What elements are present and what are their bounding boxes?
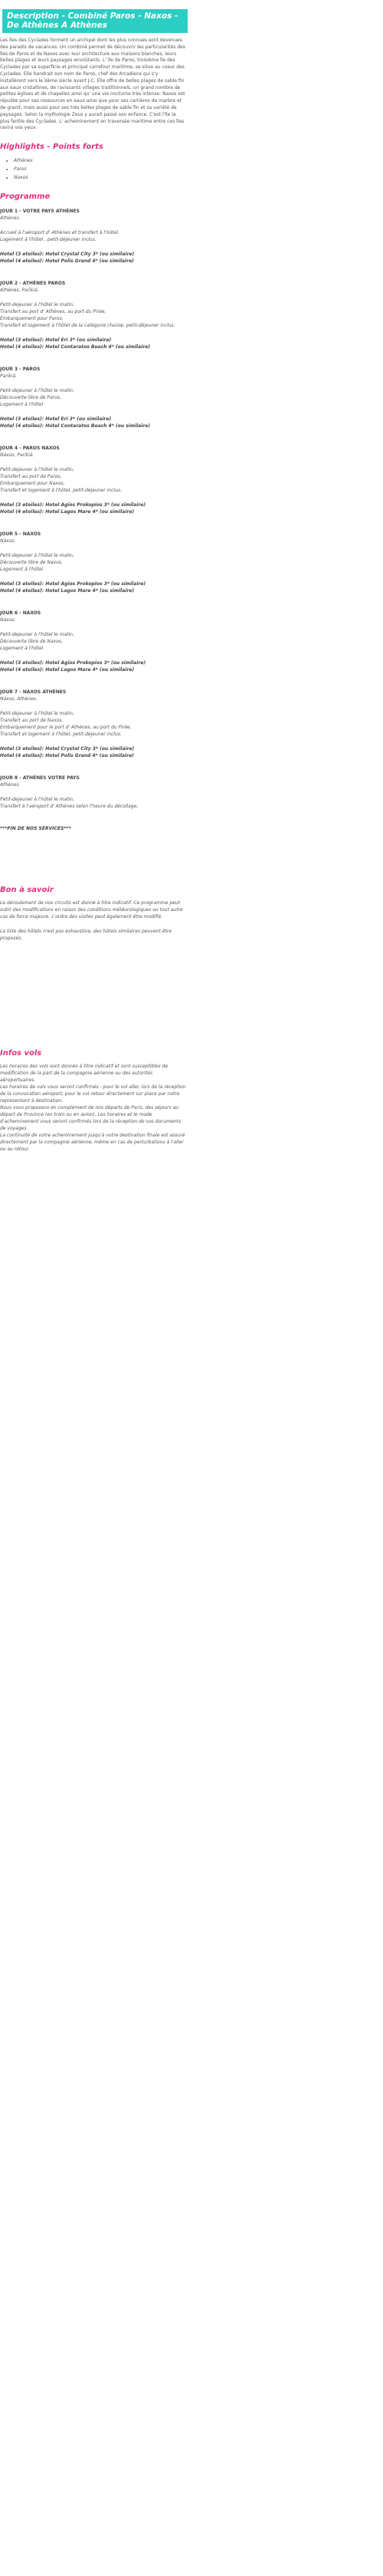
hotel-line: Hotel (3 etoiles): Hotel Crystal City 3* (ou similaire): [0, 746, 135, 752]
description-header: [2, 9, 188, 33]
programme-day: [0, 531, 188, 594]
day-hotels: [0, 745, 188, 759]
day-hotels: [0, 502, 188, 515]
highlight-item: • Athènes: [14, 156, 188, 165]
hotel-line: Hotel (4 etoiles): Hotel Polis Grand 4* (ou similaire): [0, 258, 134, 265]
highlights-title: Highlights - Points forts: [0, 143, 103, 152]
hotel-line: Hotel (3 etoiles): Hotel Eri 3* (ou similaire): [0, 416, 112, 423]
day-activity-line: Transfert au port de Paros,: [0, 474, 62, 480]
hotel-line: Hotel (3 etoiles): Hotel Agios Prokopios 3* (ou similaire): [0, 660, 146, 666]
day-activity-line: Découverte libre de Paros,: [0, 395, 61, 401]
hotel-line: Hotel (4 etoiles): Hotel Contaratos Beach 4* (ou similaire): [0, 423, 150, 429]
programme-day: [0, 610, 188, 673]
hotel-line: Hotel (3 etoiles): Hotel Agios Prokopios 3* (ou similaire): [0, 581, 146, 587]
day-title: JOUR 2 - ATHÈNES PAROS: [0, 281, 66, 287]
day-places: Náxos, Parikiá.: [0, 452, 34, 459]
bon-a-savoir-title: Bon à savoir: [0, 886, 54, 895]
day-title: JOUR 6 - NAXOS: [0, 610, 41, 617]
day-title: JOUR 1 - VOTRE PAYS ATHÈNES: [0, 209, 80, 215]
day-title: JOUR 4 - PAROS NAXOS: [0, 446, 60, 452]
bon-a-savoir-paragraph: Le déroulement de nos circuits est donné à titre indicatif. Ce programme peut subir des modifications en raison des conditions météorologiques ou tout autre cas de force majeure. L'ordre des visites peut également être modifié.: [0, 900, 183, 920]
day-activity-line: Embarquement pour le port d' Athènes, au port du Pirée,: [0, 725, 132, 731]
day-activity-line: Transfert au port de Naxos,: [0, 718, 64, 724]
day-places: Náxos.: [0, 538, 16, 544]
day-activity-line: Embarquement pour Naxos,: [0, 481, 65, 487]
day-activity-line: Petit-dejeuner à l'hôtel le matin,: [0, 467, 74, 473]
day-title: JOUR 5 - NAXOS: [0, 531, 41, 538]
day-activity-line: Transfert et logement à l'hôtel, petit-déjeuner inclus.: [0, 488, 122, 494]
programme-day: [0, 280, 188, 350]
day-activities: [0, 631, 188, 652]
page: [0, 0, 188, 1153]
day-hotels: [0, 251, 188, 265]
day-activity-line: Petit-dejeuner à l'hôtel le matin,: [0, 797, 74, 803]
day-activity-line: Transfert au port d' Athènes, au port du Pirée,: [0, 309, 106, 315]
day-activities: [0, 466, 188, 494]
hotel-line: Hotel (4 etoiles): Hotel Lagos Mare 4* (ou similaire): [0, 588, 135, 594]
day-title: JOUR 7 - NAXOS ATHÈNES: [0, 689, 67, 696]
day-activities: [0, 796, 188, 810]
infos-vols-line: Les horaires de vols vous seront confirmés : pour le vol aller, lors de la réception de la convocation aéroport, pour le vol retour directement sur place par notre représentant à destination.: [0, 1084, 186, 1104]
programme-day: [0, 775, 188, 810]
day-places: Athènes.: [0, 782, 21, 788]
highlight-item: • Paros: [14, 165, 188, 173]
day-activity-line: Petit-dejeuner à l'hôtel le matin,: [0, 302, 74, 308]
day-activity-line: Découverte libre de Naxos,: [0, 560, 63, 566]
programme-day: [0, 366, 188, 429]
highlight-item: • Naxos: [14, 173, 188, 182]
day-hotels: [0, 337, 188, 350]
bon-a-savoir-paragraph: La liste des hôtels n'est pas exhaustive, des hôtels similaires peuvent être proposés.: [0, 929, 172, 942]
infos-vols-line: Les horaires des vols sont donnés à titre indicatif et sont susceptibles de modification de la part de la compagnie aérienne ou des autorités aéroportuaires.: [0, 1064, 169, 1084]
programme-day: [0, 208, 188, 265]
day-hotels: [0, 416, 188, 429]
hotel-line: Hotel (4 etoiles): Hotel Lagos Mare 4* (ou similaire): [0, 509, 135, 515]
infos-vols-title: Infos vols: [0, 1049, 42, 1058]
day-activity-line: Transfert et logement à l'hôtel de la catégorie choisie, petit-déjeuner inclus.: [0, 323, 175, 329]
programme-day: [0, 689, 188, 759]
programme-day: [0, 445, 188, 515]
day-activity-line: Petit-dejeuner à l'hôtel le matin,: [0, 553, 74, 559]
hotel-line: Hotel (3 etoiles): Hotel Agios Prokopios 3* (ou similaire): [0, 502, 146, 508]
day-places: Náxos.: [0, 617, 16, 623]
day-hotels: [0, 660, 188, 673]
day-activities: [0, 387, 188, 408]
end-of-services: ***FIN DE NOS SERVICES***: [0, 826, 71, 832]
day-places: Athènes, Parikiá.: [0, 288, 39, 294]
description-text: Les îles des Cyclades forment un archipel dont les plus connues sont devenues des paradis de vacances. Un combiné permet de découvrir les particularités des îles de Paros et de Naxos avec leur architecture aux maisons blanches, leurs belles plages et leurs paysages envoûtants. L' île de Paros, troisième île des Cyclades par sa superficie et principal carrefour maritime, se situe au coeur des Cyclades. Elle tiendrait son nom de Paros, chef des Arcadiens qui s'y installèrent vers le Xème siècle avant J-C. Elle offre de belles plages de sable fin aux eaux cristallines, de ravissants villages traditionnels, un grand nombre de petites églises et de chapelles ainsi qu' une vie nocturne très intense. Naxos est réputée pour ses ressources en eaux ainsi que pour ses carrières de marbre et de granit, mais aussi pour ses très belles plages de sable fin et sa variété de paysages. Selon la mythologie Zeus y aurait passé son enfance. C'est l'île la plus fertile des Cyclades. L' acheminement en traversée maritime entre ces îles ravira vos yeux.: [0, 38, 185, 131]
day-activities: [0, 552, 188, 573]
hotel-line: Hotel (4 etoiles): Hotel Lagos Mare 4* (ou similaire): [0, 667, 135, 673]
day-activity-line: Logement à l'hôtel: [0, 402, 44, 408]
hotel-line: Hotel (4 etoiles): Hotel Contaratos Beach 4* (ou similaire): [0, 344, 150, 350]
day-activity-line: Logement à l'hôtel: [0, 646, 44, 652]
hotel-line: Hotel (4 etoiles): Hotel Polis Grand 4* (ou similaire): [0, 753, 134, 759]
day-title: JOUR 3 - PAROS: [0, 367, 41, 373]
day-activity-line: Logement à l'hôtel , petit-déjeuner inclus.: [0, 237, 97, 243]
day-activities: [0, 710, 188, 738]
hotel-line: Hotel (3 etoiles): Hotel Crystal City 3* (ou similaire): [0, 252, 135, 258]
infos-vols-line: Nous vous proposons en complément de nos départs de Paris, des séjours au départ de Province (en train ou en avion). Les horaires et le mode d'acheminement vous seront confirmés lors de la réception de vos documents de voyages.: [0, 1105, 182, 1132]
page-title: Description - Combiné Paros - Naxos - De Athènes A Athènes: [7, 12, 178, 30]
day-activities: [0, 229, 188, 243]
infos-vols-text: [0, 1063, 188, 1153]
hotel-line: Hotel (3 etoiles): Hotel Eri 3* (ou similaire): [0, 337, 112, 344]
day-activity-line: Embarquement pour Paros,: [0, 316, 64, 322]
day-activity-line: Découverte libre de Naxos,: [0, 639, 63, 645]
day-activity-line: Accueil à l'aéroport d' Athènes et transfert à l'hôtel,: [0, 230, 119, 236]
programme-title: Programme: [0, 192, 51, 202]
day-activity-line: Petit-dejeuner à l'hôtel le matin,: [0, 388, 74, 394]
day-activities: [0, 301, 188, 329]
day-title: JOUR 8 - ATHÈNES VOTRE PAYS: [0, 775, 80, 781]
day-activity-line: Transfert à l'aéroport d' Athènes selon l'heure du décollage,: [0, 804, 139, 810]
programme-days: [0, 208, 188, 810]
day-places: Parikiá.: [0, 373, 18, 380]
day-hotels: [0, 581, 188, 594]
infos-vols-line: La continuité de votre acheminement jusqu'à votre destination finale est assuré directement par la compagnie aérienne, même en cas de perturbations à l'aller ou au retour.: [0, 1133, 185, 1153]
day-activity-line: Transfert et logement à l'hôtel, petit-déjeuner inclus.: [0, 732, 122, 738]
day-activity-line: Logement à l'hôtel: [0, 567, 44, 573]
day-activity-line: Petit-dejeuner à l'hôtel le matin,: [0, 632, 74, 638]
day-places: Náxos, Athènes.: [0, 696, 38, 702]
day-places: Athènes.: [0, 215, 21, 222]
day-activity-line: Petit-dejeuner à l'hôtel le matin,: [0, 711, 74, 717]
highlights-list: [0, 156, 188, 182]
